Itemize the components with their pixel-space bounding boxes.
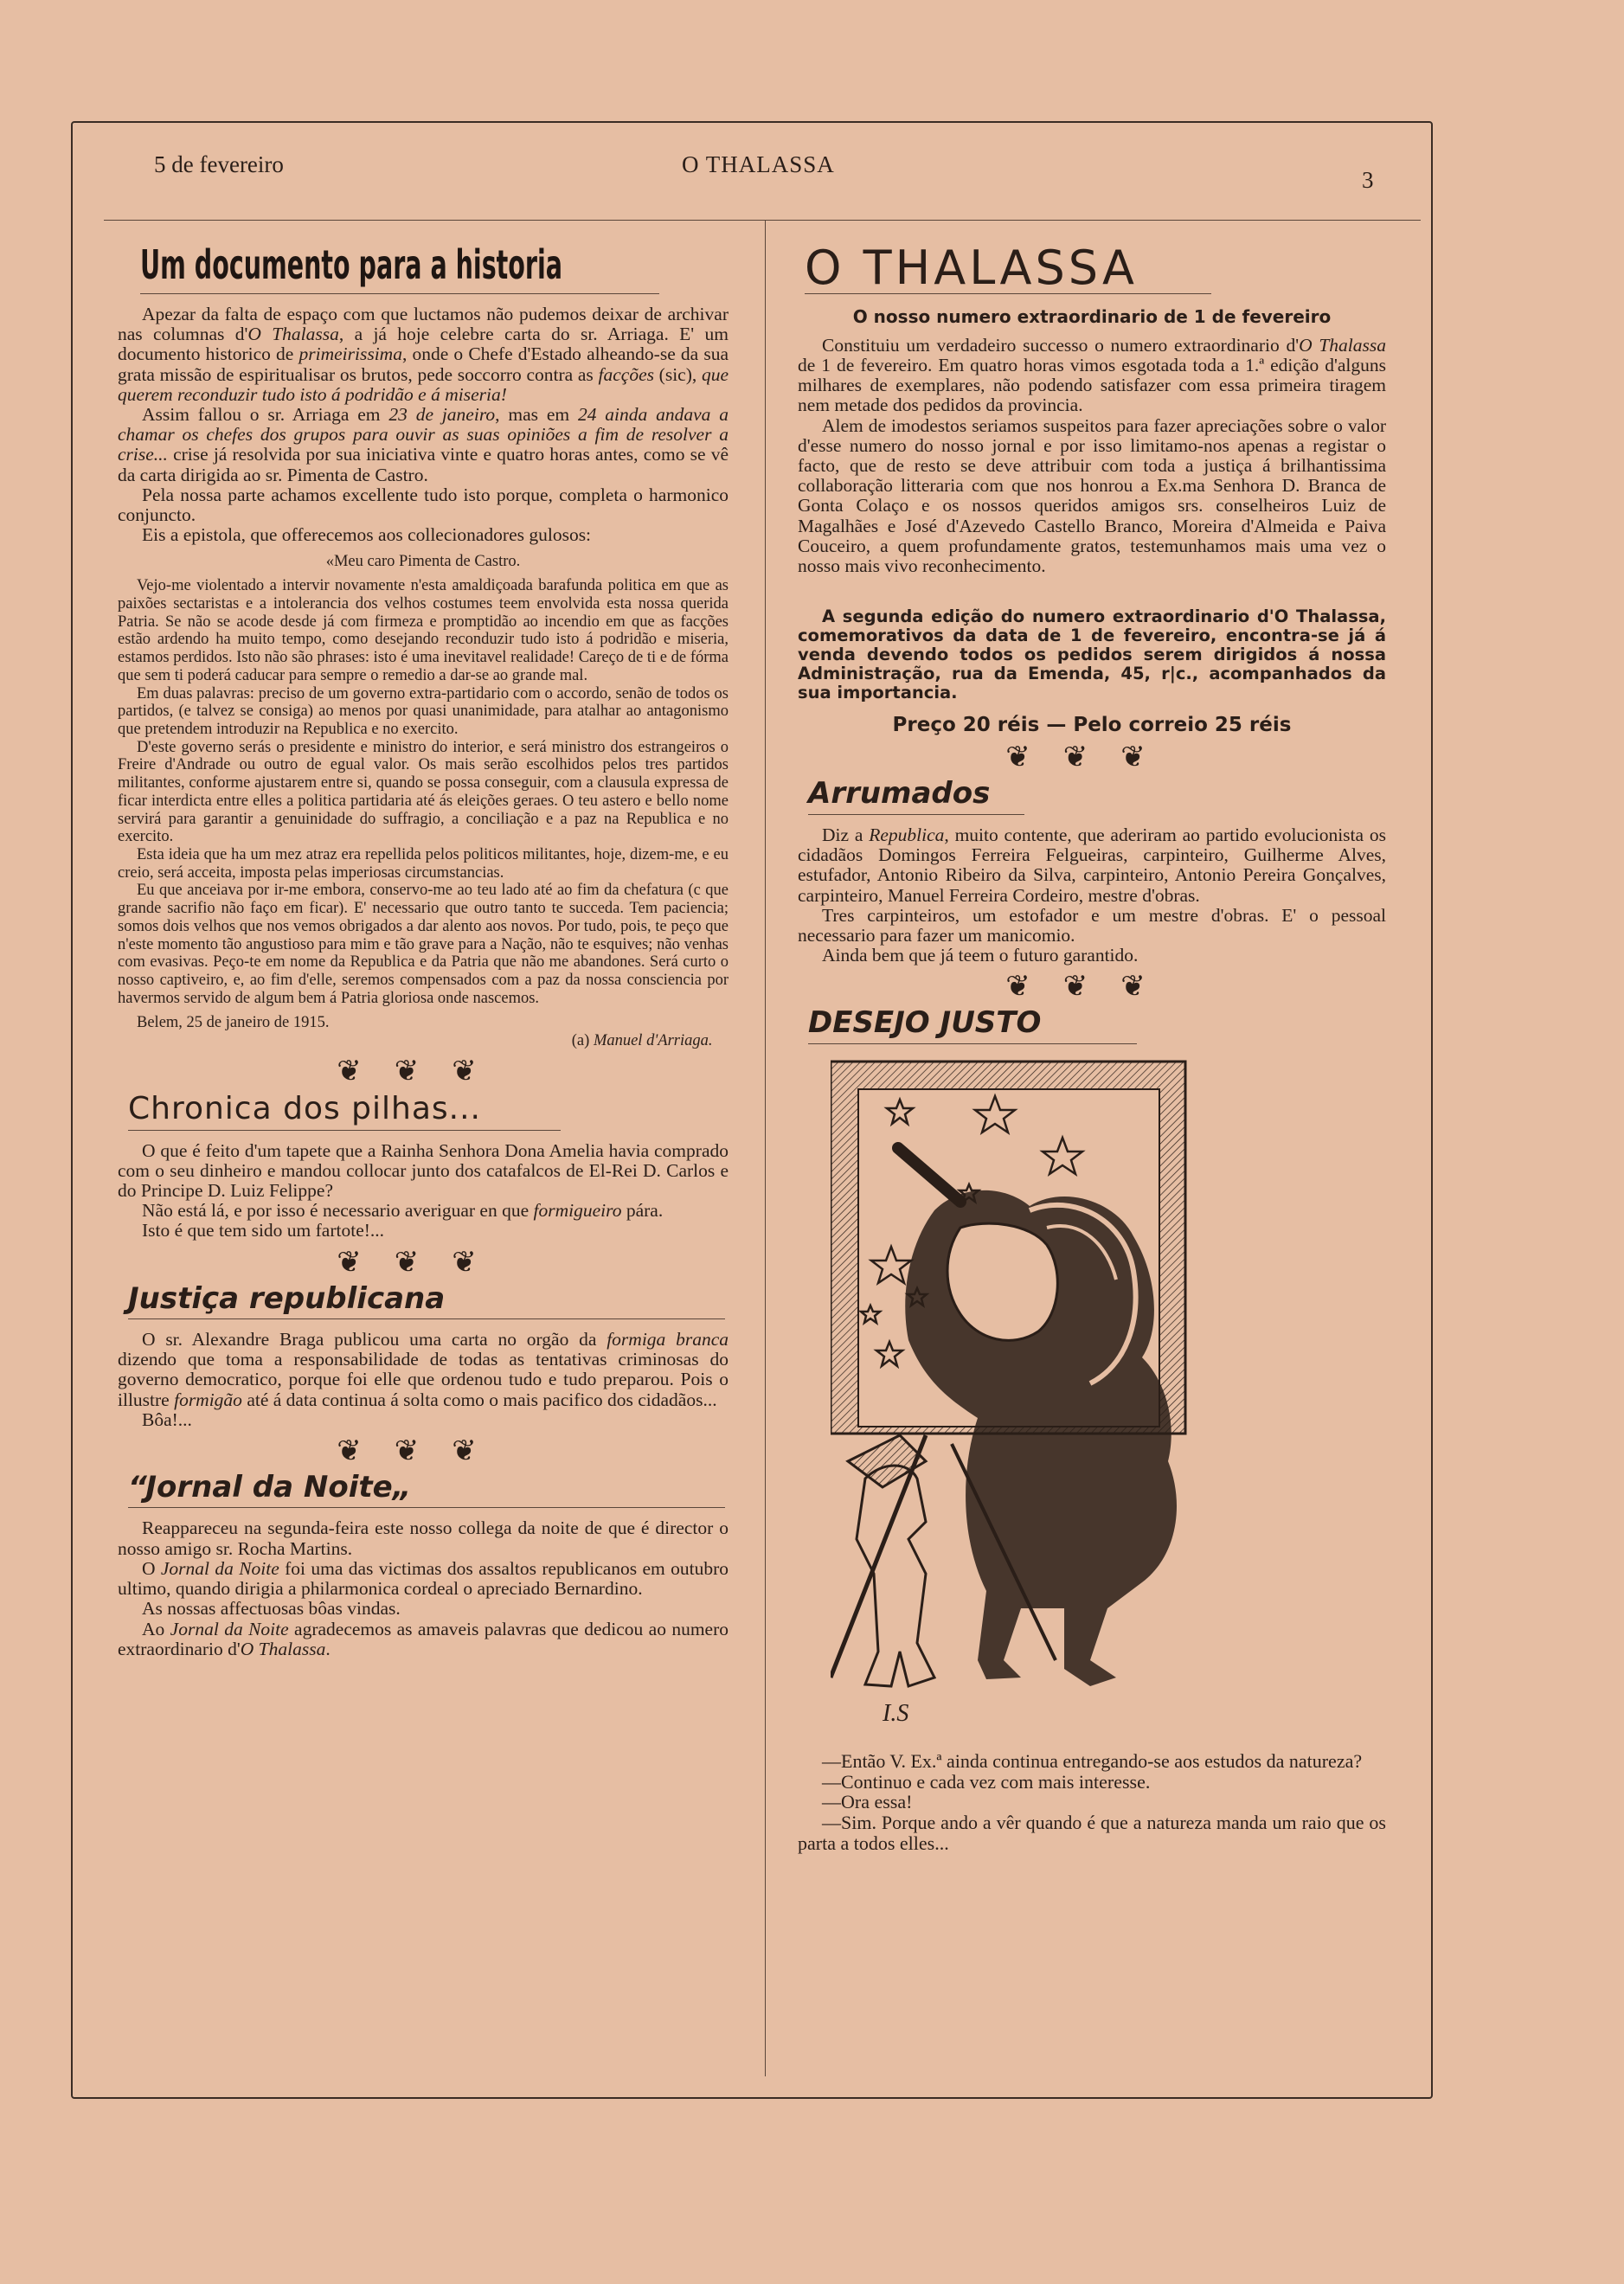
ornament-divider [798, 743, 1386, 773]
jornal-paragraph-4: Ao Jornal da Noite agradecemos as amaveis palavras que dedicou ao numero extraordinario d'O Thalassa. [118, 1618, 729, 1659]
fleuron-icon: ❦ [452, 1246, 510, 1279]
masthead-thalassa: O THALASSA [805, 241, 1138, 295]
heading-rule [808, 814, 1024, 815]
article-heading-documento: Um documento para a historia [140, 241, 562, 288]
doc-paragraph-2: Assim fallou o sr. Arriaga em 23 de janeiro, mas em 24 ainda andava a chamar os chefes dos grupos para ouvir as suas opiniões a fim de resolver a crise... crise já resolvida por sua iniciativa vinte e quatro horas antes, como se vê da carta dirigida ao sr. Pimenta de Castro. [118, 403, 729, 485]
header-date: 5 de fevereiro [154, 151, 284, 177]
arrumados-paragraph-1: Diz a Republica, muito contente, que aderiram ao partido evolucionista os cidadãos Domingos Ferreira Felgueiras, carpinteiro, Guilherme Alves, estufador, Antonio Ribeiro da Silva, carpinteiro, Antonio Pereira Gonçalves, carpinteiro, Manuel Ferreira Cordeiro, mestre d'obras. [798, 824, 1386, 906]
heading-rule [140, 293, 659, 294]
fleuron-icon: ❦ [452, 1435, 510, 1468]
fleuron-icon: ❦ [1120, 971, 1178, 1004]
article-heading-arrumados: Arrumados [808, 776, 991, 812]
letter-paragraph: Vejo-me violentado a intervir novamente n'esta amaldiçoada barafunda politica em que as paixões sectaristas e a intolerancia dos velhos costumes teem envolvida esta nossa querida Patria. Se não se acode desde já com firmeza e promptidão ao incendio em que as facções estão ardendo ha muito tempo, como desejando reconduzir tudo isto á podridão e miseria, estamos perdidos. Isto não são phrases: isto é uma inevitavel realidade! Careço de ti e de fórma que sem ti poderá caducar para sempre o remedio a dar-se ao grande mal. [118, 577, 729, 684]
second-edition-notice: A segunda edição do numero extraordinario d'O Thalassa, comemorativos da data de 1 de fevereiro, encontra-se já á venda devendo todos os pedidos serem dirigidos á nossa Administração, rua da Emenda, 45, r|c., acompanhados da sua importancia. [798, 606, 1386, 703]
article-heading-justica: Justiça republicana [128, 1280, 446, 1316]
article-heading-desejo: DESEJO JUSTO [808, 1005, 1042, 1041]
chronica-paragraph-2: Não está lá, e por isso é necessario averiguar en que formigueiro pára. [142, 1200, 664, 1222]
fleuron-icon: ❦ [1062, 741, 1121, 774]
justica-paragraph-1: O sr. Alexandre Braga publicou uma carta no orgão da formiga branca dizendo que toma a responsabilidade de todas as tentativas criminosas do governo democratico, porque foi elle que ordenou tudo e tudo preparou. Pois o illustre formigão até á data continua á solta como o mais pacifico dos cidadãos... [118, 1329, 729, 1410]
justica-paragraph-2: Bôa!... [142, 1408, 192, 1430]
caption-line: —Sim. Porque ando a vêr quando é que a natureza manda um raio que os parta a todos elles... [798, 1812, 1386, 1854]
fleuron-icon: ❦ [394, 1055, 453, 1087]
right-column [798, 241, 1386, 1854]
fleuron-icon: ❦ [337, 1055, 395, 1087]
caption-line: —Ora essa! [822, 1791, 913, 1813]
chronica-paragraph-3: Isto é que tem sido um fartote!... [142, 1220, 385, 1241]
ornament-divider [118, 1057, 729, 1087]
ornament-divider [798, 972, 1386, 1002]
letter-paragraph: Em duas palavras: preciso de um governo extra-partidario com o accordo, senão de todos os partidos, (e talvez se consiga) ao menos por quasi unanimidade, para atalhar ao antagonismo que pretendem introduzir na Republica e no exercito. [118, 684, 729, 738]
cartoon-illustration [831, 1055, 1386, 1742]
letter-signature: (a) Manuel d'Arriaga. [571, 1032, 713, 1050]
caption-line: —Então V. Ex.ª ainda continua entregando-se aos estudos da natureza? [822, 1749, 1363, 1772]
chronica-paragraph-1: O que é feito d'um tapete que a Rainha Senhora Dona Amelia havia comprado com o seu dinheiro e mandou collocar junto dos catafalcos de El-Rei D. Carlos e do Principe D. Luiz Felippe? [118, 1139, 729, 1201]
jornal-paragraph-3: As nossas affectuosas bôas vindas. [142, 1598, 401, 1620]
page-number: 3 [1362, 167, 1374, 193]
heading-rule [808, 1043, 1137, 1044]
cartoon-caption [798, 1751, 1386, 1854]
caption-line: —Continuo e cada vez com mais interesse. [822, 1770, 1151, 1793]
fleuron-icon: ❦ [337, 1435, 395, 1468]
article-subheading-extraordinario: O nosso numero extraordinario de 1 de fevereiro [852, 305, 1332, 327]
heading-rule [128, 1318, 725, 1319]
fleuron-icon: ❦ [452, 1055, 510, 1087]
fleuron-icon: ❦ [394, 1435, 453, 1468]
thalassa-paragraph-2: Alem de imodestos seriamos suspeitos para fazer apreciações sobre o valor d'esse numero do nosso jornal e por isso limitamo-nos apenas a registar o facto, que de resto se deve attribuir com toda a justiça á brilhantissima collaboração litteraria com que nos honrou a Ex.ma Senhora D. Branca de Gonta Colaço e os nossos queridos amigos srs. conselheiros Luiz de Magalhães e José d'Azevedo Castello Branco, Moreira d'Almeida e Paiva Couceiro, a quem profundamente gratos, testemunhamos mais uma vez o nosso mais vivo reconhecimento. [798, 414, 1386, 577]
arrumados-paragraph-3: Ainda bem que já teem o futuro garantido. [822, 945, 1139, 966]
column-divider [765, 220, 766, 2076]
article-heading-jornal: “Jornal da Noite„ [128, 1470, 412, 1505]
heading-rule [128, 1507, 725, 1508]
jornal-paragraph-2: O Jornal da Noite foi uma das victimas dos assaltos republicanos em outubro ultimo, quando dirigia a philarmonica cordeal o apreciado Bernardino. [118, 1557, 729, 1600]
fleuron-icon: ❦ [1005, 971, 1063, 1004]
article-heading-chronica: Chronica dos pilhas... [128, 1090, 481, 1126]
price-line: Preço 20 réis — Pelo correio 25 réis [892, 714, 1292, 737]
doc-paragraph-3: Pela nossa parte achamos excellente tudo isto porque, completa o harmonico conjuncto. [118, 484, 729, 526]
header-rule [104, 220, 1421, 221]
left-column [118, 242, 729, 1659]
header-title: O THALASSA [682, 151, 835, 177]
letter-salutation: «Meu caro Pimenta de Castro. [325, 552, 521, 570]
letter-paragraph: Esta ideia que ha um mez atraz era repellida pelos politicos militantes, hoje, dizem-me, e eu creio, será acceita, imposta pelas imperiosas circumstancias. [118, 846, 729, 882]
fleuron-icon: ❦ [1120, 741, 1178, 774]
fleuron-icon: ❦ [1005, 741, 1063, 774]
doc-paragraph-4: Eis a epistola, que offerecemos aos collecionadores gulosos: [142, 524, 592, 546]
doc-paragraph-1: Apezar da falta de espaço com que luctamos não pudemos deixar de archivar nas columnas d'O Thalassa, a já hoje celebre carta do sr. Arriaga. E' um documento historico de primeirissima, onde o Chefe d'Estado alheando-se da sua grata missão de espiritualisar os brutos, pede soccorro contra as facções (sic), que querem reconduzir tudo isto á podridão e á miseria! [118, 303, 729, 405]
jornal-paragraph-1: Reappareceu na segunda-feira este nosso collega da noite de que é director o nosso amigo sr. Rocha Martins. [118, 1517, 729, 1559]
letter-place-date: Belem, 25 de janeiro de 1915. [137, 1014, 330, 1032]
fleuron-icon: ❦ [337, 1246, 395, 1279]
ornament-divider [118, 1248, 729, 1278]
letter-paragraph: Eu que anceiava por ir-me embora, conservo-me ao teu lado até ao fim da chefatura (c que grande sacrifio não faço em ficar). E' necessario que outro tanto te succeda. Tem paciencia; somos dois velhos que nos vemos obrigados a dar alento aos novos. Por tudo, pois, te peço que n'este momento tão angustioso para mim e tão grave para a Nação, não te esquives; não venhas com evasivas. Peço-te em nome da Republica e da Patria que não me abandones. Será curto o nosso captiveiro, e, ao fim d'elle, seremos compensados com a paz da nossa consciencia por havermos servido de algum bem á Patria gloriosa onde nascemos. [118, 882, 729, 1007]
letter-paragraph: D'este governo serás o presidente e ministro do interior, e será ministro dos estrangeiros o Freire d'Andrade ou outro de egual valor. Os mais serão escolhidos pelos tres partidos militantes, conforme ajustarem entre si, quando se possa conseguir, com a clausula expressa de ficar interdicta entre elles a politica partidaria até ás eleições geraes. O teu astero e bello nome servirá para garantir a genuinidade do suffragio, a conciliação e a paz na Republica e no exercito. [118, 738, 729, 846]
thalassa-paragraph-1: Constituiu um verdadeiro successo o numero extraordinario d'O Thalassa de 1 de fevereiro. Em quatro horas vimos esgotada toda a 1.ª edição d'alguns milhares de exemplares, não podendo satisfazer com essa primeira tiragem nem metade dos pedidos da provincia. [798, 334, 1386, 416]
arrumados-paragraph-2: Tres carpinteiros, um estofador e um mestre d'obras. E' o pessoal necessario para fazer um manicomio. [798, 904, 1386, 946]
illustration-signature: I.S [883, 1699, 909, 1727]
heading-rule [128, 1130, 561, 1131]
ornament-divider [118, 1437, 729, 1466]
fleuron-icon: ❦ [1062, 971, 1121, 1004]
fleuron-icon: ❦ [394, 1246, 453, 1279]
